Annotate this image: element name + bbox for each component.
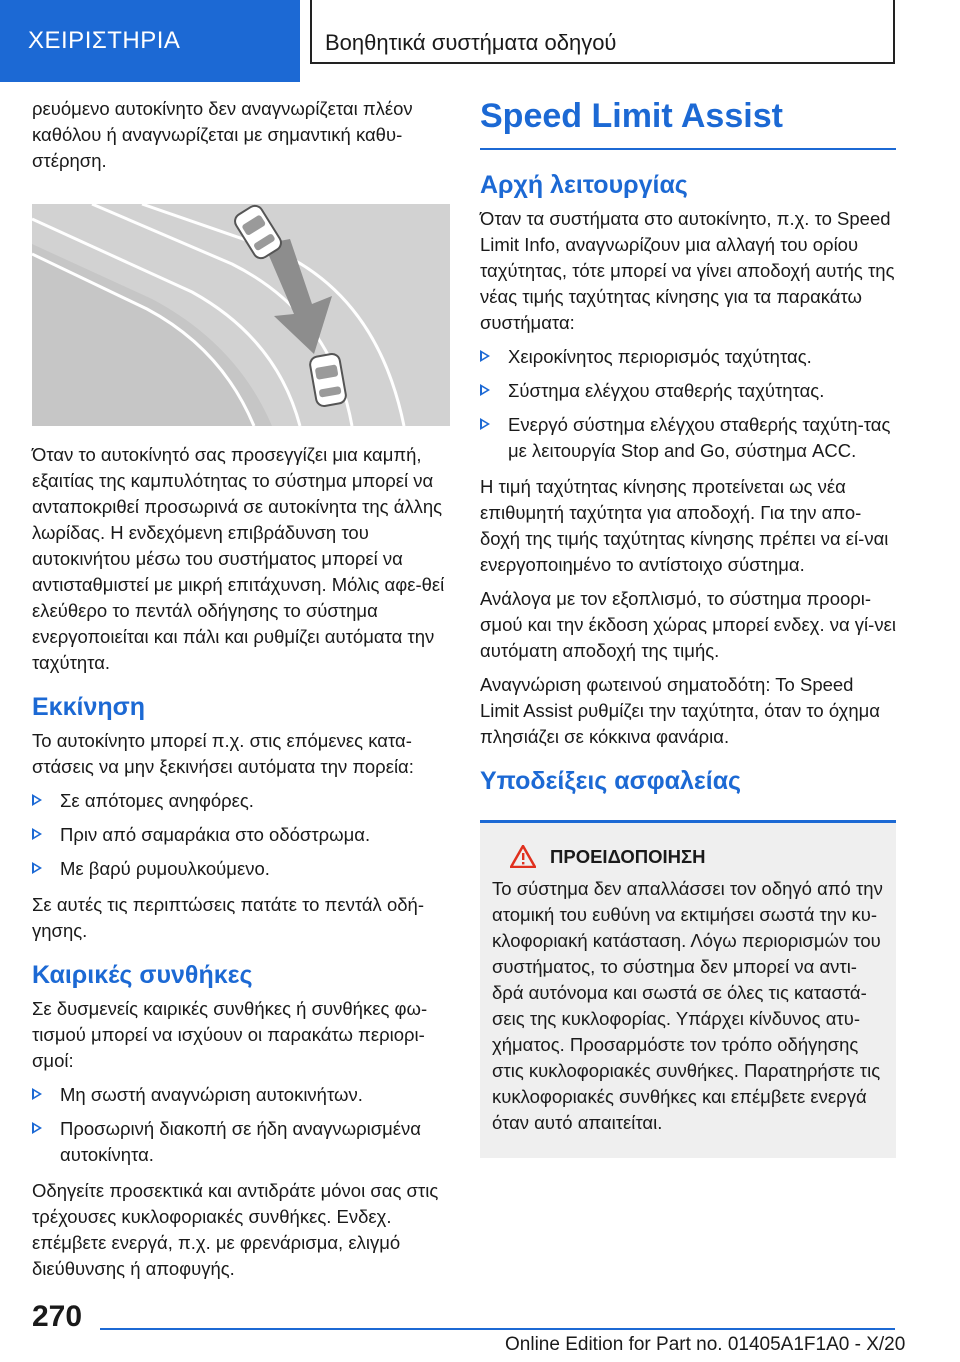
weather-after: Οδηγείτε προσεκτικά και αντιδράτε μόνοι σας στις τρέχουσες κυκλοφοριακές συνθήκες. Ενδεχ. επέμβετε ενεργά, π.χ. με φρενάρισμα, ελιγμό διεύθυνσης ή αποφυγής. [32, 1180, 439, 1279]
triangle-bullet-icon [32, 794, 42, 806]
triangle-bullet-icon [32, 1088, 42, 1100]
warning-box [480, 820, 896, 1158]
list-item: Σε απότομες ανηφόρες. [32, 788, 450, 814]
list-item: Ενεργό σύστημα ελέγχου σταθερής ταχύτη-τας με λειτουργία Stop and Go, σύστημα ACC. [480, 412, 896, 464]
function-paragraph-3: Ανάλογα με τον εξοπλισμό, το σύστημα προορι-σμού και την έκδοση χώρας μπορεί ενδεχ. να γί-νει αυτόματη αποδοχή της τιμής. [480, 588, 896, 661]
start-after: Σε αυτές τις περιπτώσεις πατάτε το πεντάλ οδή-γησης. [32, 894, 424, 941]
page-header [0, 0, 960, 64]
warning-title: ΠΡΟΕΙΔΟΠΟΙΗΣΗ [550, 845, 706, 867]
list-item: Πριν από σαμαράκια στο οδόστρωμα. [32, 822, 450, 848]
warning-header [510, 845, 884, 868]
section-title: Speed Limit Assist [480, 96, 896, 150]
triangle-bullet-icon [32, 1122, 42, 1134]
function-heading: Αρχή λειτουργίας [480, 171, 688, 199]
function-paragraph-4: Αναγνώριση φωτεινού σηματοδότη: Το Speed Limit Assist ρυθμίζει την ταχύτητα, όταν το όχημα πλησιάζει σε κόκκινα φανάρια. [480, 674, 880, 747]
start-list [32, 788, 450, 882]
weather-text: Σε δυσμενείς καιρικές συνθήκες ή συνθήκες φω-τισμού μπορεί να ισχύουν οι παρακάτω περιορι-σμοί: [32, 998, 428, 1071]
warning-text: Το σύστημα δεν απαλλάσσει τον οδηγό από την ατομική του ευθύνη να εκτιμήσει σωστά την κυ-κλοφοριακή κατάσταση. Λόγω περιορισμών του συστήματος, το σύστημα δεν μπορεί να αντι-δρά αυτόνομα και σωστά σε όλες τις καταστά-σεις της κυκλοφορίας. Υπάρχει κίνδυνος ατυ-χήματος. Προσαρμόστε τον τρόπο οδήγησης στις κυκλοφοριακές συνθήκες. Παρατηρήστε τις κυκλοφοριακές συνθήκες και επέμβετε ενεργά όταν αυτό απαιτείται. [492, 878, 883, 1133]
list-item: Χειροκίνητος περιορισμός ταχύτητας. [480, 344, 896, 370]
safety-heading: Υποδείξεις ασφαλείας [480, 767, 742, 795]
header-divider [310, 0, 312, 64]
curve-illustration [32, 204, 450, 426]
function-list [480, 344, 896, 464]
header-underline [310, 62, 895, 64]
warning-triangle-icon [510, 845, 536, 868]
intro-paragraph: ρευόμενο αυτοκίνητο δεν αναγνωρίζεται πλέον καθόλου ή αναγνωρίζεται με σημαντική καθυ-στέρηση. [32, 98, 413, 171]
triangle-bullet-icon [480, 350, 490, 362]
function-paragraph-2: Η τιμή ταχύτητας κίνησης προτείνεται ως νέα επιθυμητή ταχύτητα για αποδοχή. Για την απο-δοχή της τιμής ταχύτητας κίνησης πρέπει να εί-ναι ενεργοποιημένο το αντίστοιχο σύστημα. [480, 476, 889, 575]
triangle-bullet-icon [32, 828, 42, 840]
triangle-bullet-icon [480, 418, 490, 430]
right-column [480, 96, 896, 1158]
weather-list [32, 1082, 450, 1168]
left-column [32, 96, 450, 1290]
weather-heading: Καιρικές συνθήκες [32, 961, 253, 989]
triangle-bullet-icon [32, 862, 42, 874]
header-divider-right [893, 0, 895, 64]
list-item: Σύστημα ελέγχου σταθερής ταχύτητας. [480, 378, 896, 404]
edition-text: Online Edition for Part no. 01405A1F1A0 - X/20 [505, 1334, 906, 1355]
footer-divider [100, 1328, 895, 1330]
start-text: Το αυτοκίνητο μπορεί π.χ. στις επόμενες κατα-στάσεις να μην ξεκινήσει αυτόματα την πορεία: [32, 730, 414, 777]
page-number: 270 [32, 1300, 83, 1333]
start-heading: Εκκίνηση [32, 693, 146, 721]
list-item: Προσωρινή διακοπή σε ήδη αναγνωρισμένα αυτοκίνητα. [32, 1116, 450, 1168]
function-text: Όταν τα συστήματα στο αυτοκίνητο, π.χ. το Speed Limit Info, αναγνωρίζουν μια αλλαγή του ορίου ταχύτητας, τότε μπορεί να γίνει αποδοχή αυτής της νέας τιμής ταχύτητας κίνησης για τα παρακάτω συστήματα: [480, 208, 895, 333]
chapter-title: Βοηθητικά συστήματα οδηγού [325, 30, 617, 55]
triangle-bullet-icon [480, 384, 490, 396]
curve-paragraph: Όταν το αυτοκίνητό σας προσεγγίζει μια καμπή, εξαιτίας της καμπυλότητας το σύστημα μπορεί να ανταποκριθεί προσωρινά σε αυτοκίνητα της άλλης λωρίδας. Η ενδεχόμενη επιβράδυνση του αυτοκινήτου μέσω του συστήματος μπορεί να αντισταθμιστεί με μικρή επιτάχυνση. Μόλις αφε-θεί ελεύθερο το πεντάλ οδήγησης το σύστημα ενεργοποιείται και πάλι και ρυθμίζει αυτόματα την ταχύτητα. [32, 444, 445, 673]
list-item: Με βαρύ ρυμουλκούμενο. [32, 856, 450, 882]
section-tab: ΧΕΙΡΙΣΤΗΡΙΑ [0, 0, 300, 82]
list-item: Μη σωστή αναγνώριση αυτοκινήτων. [32, 1082, 450, 1108]
